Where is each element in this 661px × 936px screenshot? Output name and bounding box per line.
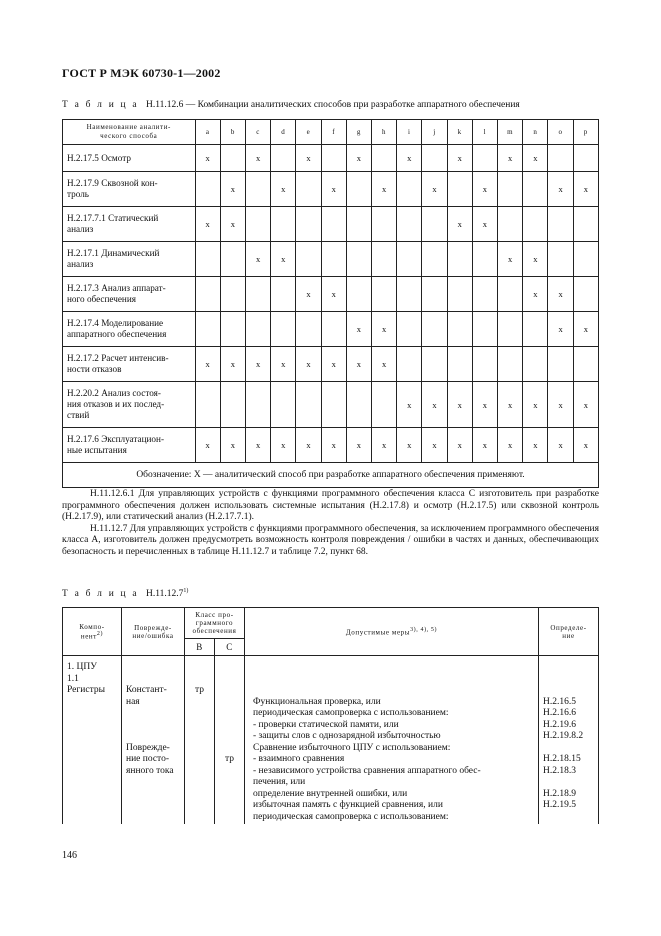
mark-cell <box>296 312 321 347</box>
mark-cell: x <box>372 428 397 463</box>
mark-cell <box>245 172 270 207</box>
method-name-cell: Н.2.17.5 Осмотр <box>63 145 196 172</box>
mark-cell: x <box>346 312 371 347</box>
mark-cell <box>195 382 220 428</box>
text-line <box>215 662 244 674</box>
mark-cell <box>498 312 523 347</box>
mark-cell: x <box>296 428 321 463</box>
mark-cell: x <box>321 172 346 207</box>
mark-cell <box>245 382 270 428</box>
mark-cell: x <box>548 428 573 463</box>
table2-caption-footnote: 1) <box>183 588 189 594</box>
mark-cell <box>548 145 573 172</box>
text-line: - взаимного сравнения <box>253 754 345 764</box>
mark-cell <box>321 207 346 242</box>
measures-footnote: 3), 4), 5) <box>410 626 438 633</box>
text-line <box>185 662 214 674</box>
mark-cell: x <box>296 347 321 382</box>
text-line <box>253 662 534 674</box>
mark-cell: x <box>195 428 220 463</box>
table2-row-cpu-registers <box>63 656 599 825</box>
mark-cell <box>472 242 497 277</box>
mark-cell <box>447 347 472 382</box>
mark-cell <box>573 242 598 277</box>
mark-cell: x <box>245 347 270 382</box>
mark-cell: x <box>271 242 296 277</box>
mark-cell: x <box>447 428 472 463</box>
mark-cell: x <box>523 277 548 312</box>
text-line: - независимого устройства сравнения аппаратного обес- <box>253 765 481 776</box>
table1-name-header <box>63 120 196 145</box>
mark-cell <box>422 347 447 382</box>
table-row <box>63 242 599 277</box>
mark-cell <box>346 242 371 277</box>
text-line: Констант- <box>126 685 167 695</box>
text-line: Н.2.18.15 <box>543 754 581 764</box>
mark-cell: x <box>372 312 397 347</box>
mark-cell: x <box>573 428 598 463</box>
column-header-m: m <box>498 120 523 145</box>
text-line: Н.2.19.6 <box>543 719 576 730</box>
text-line: Н.2.19.5 <box>543 800 576 810</box>
mark-cell: x <box>372 347 397 382</box>
mark-cell <box>422 145 447 172</box>
text-line: избыточная память с функцией сравнения, или <box>253 800 443 810</box>
text-line <box>253 685 534 697</box>
text-line: Н.2.18.9 <box>543 788 576 799</box>
mark-cell <box>447 242 472 277</box>
mark-cell <box>447 172 472 207</box>
component-footnote: 2) <box>96 630 104 637</box>
text-line: печения, или <box>253 777 306 787</box>
mark-cell: x <box>447 382 472 428</box>
mark-cell: x <box>271 347 296 382</box>
mark-cell <box>372 242 397 277</box>
measures-header <box>245 608 539 656</box>
mark-cell: x <box>346 145 371 172</box>
method-name-cell: Н.2.17.3 Анализ аппарат- ного обеспечения <box>63 277 196 312</box>
mark-cell <box>498 172 523 207</box>
mark-cell <box>523 312 548 347</box>
text-line: 1.1 <box>67 673 79 684</box>
mark-cell: x <box>422 428 447 463</box>
text-line <box>215 697 244 709</box>
table-row <box>63 347 599 382</box>
mark-cell <box>220 312 245 347</box>
mark-cell: x <box>220 207 245 242</box>
mark-cell <box>296 242 321 277</box>
mark-cell: x <box>548 312 573 347</box>
mark-cell: x <box>573 172 598 207</box>
mark-cell <box>245 312 270 347</box>
mark-cell: x <box>498 145 523 172</box>
text-line: Сравнение избыточного ЦПУ с использованием: <box>253 742 451 753</box>
text-line: янного тока <box>126 765 174 776</box>
body-text <box>62 489 599 558</box>
fault-control-table <box>62 607 599 824</box>
analysis-methods-table <box>62 119 599 488</box>
mark-cell <box>271 277 296 312</box>
column-header-e: e <box>296 120 321 145</box>
mark-cell: x <box>245 145 270 172</box>
text-line: - защиты слов с однозарядной избыточностью <box>253 731 441 741</box>
mark-cell: x <box>220 347 245 382</box>
paragraph-h-11-12-6-1: Н.11.12.6.1 Для управляющих устройств с функциями программного обеспечения класса С изготовитель при разработке программного обеспечения должен использовать системные испытания (Н.2.17.8) и осмотр (Н.2.17.5) или сквозной контроль (Н.2.17.9), или статический анализ (Н.2.17.7.1). <box>62 489 599 522</box>
mark-cell <box>397 347 422 382</box>
column-header-k: k <box>447 120 472 145</box>
text-line <box>215 743 244 755</box>
text-line <box>215 674 244 686</box>
column-header-b: b <box>220 120 245 145</box>
mark-cell: x <box>472 172 497 207</box>
mark-cell <box>523 347 548 382</box>
mark-cell: x <box>498 242 523 277</box>
column-header-p: p <box>573 120 598 145</box>
text-line <box>215 685 244 697</box>
table-row <box>63 145 599 172</box>
table2-caption-prefix: Т а б л и ц а <box>62 589 139 600</box>
class-c-cell <box>215 656 245 825</box>
text-line <box>215 708 244 720</box>
mark-cell: x <box>271 172 296 207</box>
column-header-o: o <box>548 120 573 145</box>
text-line: - проверки статической памяти, или <box>253 719 399 730</box>
text-line <box>253 674 534 686</box>
table1-legend: Обозначение: X — аналитический способ при разработке аппаратного обеспечения применяют. <box>63 463 599 488</box>
text-line: ная <box>126 696 140 707</box>
table-row <box>63 312 599 347</box>
definition-header: Определе- ние <box>539 608 599 656</box>
mark-cell <box>220 242 245 277</box>
method-name-cell: Н.2.17.4 Моделирование аппаратного обеспечения <box>63 312 196 347</box>
mark-cell: x <box>372 172 397 207</box>
mark-cell: x <box>548 382 573 428</box>
mark-cell <box>271 145 296 172</box>
method-name-cell: Н.2.17.6 Эксплуатацион- ные испытания <box>63 428 196 463</box>
column-header-l: l <box>472 120 497 145</box>
mark-cell <box>372 382 397 428</box>
text-line <box>215 720 244 732</box>
legend-row <box>63 463 599 488</box>
mark-cell <box>321 382 346 428</box>
text-line <box>126 720 184 732</box>
mark-cell <box>472 277 497 312</box>
table-row <box>63 382 599 428</box>
mark-cell <box>195 277 220 312</box>
table1-caption-prefix: Т а б л и ц а <box>62 100 139 110</box>
method-name-cell: Н.2.17.1 Динамический анализ <box>63 242 196 277</box>
mark-cell: x <box>523 242 548 277</box>
component-header: Компо- нент$^{2)}$ <box>63 608 122 656</box>
text-line: периодическая самопроверка с использованием: <box>253 708 449 718</box>
mark-cell: x <box>548 277 573 312</box>
mark-cell: x <box>346 347 371 382</box>
mark-cell: x <box>548 172 573 207</box>
text-line: тр <box>194 685 205 695</box>
table1-body <box>63 145 599 488</box>
mark-cell: x <box>472 207 497 242</box>
mark-cell: x <box>195 145 220 172</box>
text-line: 1. ЦПУ <box>67 662 97 672</box>
mark-cell: x <box>346 428 371 463</box>
method-name-cell: Н.2.17.2 Расчет интенсив- ности отказов <box>63 347 196 382</box>
table1-caption-text: Н.11.12.6 — Комбинации аналитических способов при разработке аппаратного обеспечения <box>145 100 520 110</box>
mark-cell <box>422 312 447 347</box>
text-line <box>185 674 214 686</box>
text-line: ние посто- <box>126 754 169 764</box>
text-line <box>543 743 598 755</box>
mark-cell <box>321 145 346 172</box>
text-line: Н.2.19.8.2 <box>543 731 584 741</box>
mark-cell <box>498 207 523 242</box>
mark-cell <box>220 145 245 172</box>
text-line <box>543 685 598 697</box>
mark-cell <box>346 277 371 312</box>
mark-cell: x <box>472 428 497 463</box>
text-line <box>126 662 184 674</box>
mark-cell: x <box>296 145 321 172</box>
mark-cell <box>573 347 598 382</box>
mark-cell: x <box>321 347 346 382</box>
mark-cell <box>271 382 296 428</box>
table1-header-row <box>63 120 599 145</box>
text-line: тр <box>224 754 235 764</box>
mark-cell: x <box>523 382 548 428</box>
table-row <box>63 428 599 463</box>
mark-cell <box>548 207 573 242</box>
mark-cell: x <box>397 428 422 463</box>
mark-cell <box>397 172 422 207</box>
mark-cell: x <box>220 172 245 207</box>
mark-cell: x <box>321 277 346 312</box>
mark-cell <box>220 277 245 312</box>
fault-cell <box>122 656 185 825</box>
text-line: определение внутренней ошибки, или <box>253 788 408 799</box>
method-name-cell: Н.2.17.9 Сквозной кон- троль <box>63 172 196 207</box>
text-line: Н.2.18.3 <box>543 765 576 776</box>
component-cell <box>63 656 122 825</box>
mark-cell <box>397 207 422 242</box>
mark-cell: x <box>220 428 245 463</box>
measures-cell <box>245 656 539 825</box>
text-line <box>126 674 184 686</box>
mark-cell <box>422 277 447 312</box>
mark-cell: x <box>422 172 447 207</box>
mark-cell <box>271 207 296 242</box>
measures-header-label: Допустимые меры <box>345 628 411 637</box>
mark-cell <box>296 172 321 207</box>
text-line <box>543 812 598 824</box>
text-line: Функциональная проверка, или <box>253 696 381 707</box>
column-header-c: c <box>245 120 270 145</box>
mark-cell: x <box>397 145 422 172</box>
mark-cell: x <box>245 428 270 463</box>
table-row <box>63 207 599 242</box>
mark-cell: x <box>195 207 220 242</box>
mark-cell <box>346 172 371 207</box>
mark-cell <box>523 207 548 242</box>
class-c-header: С <box>215 639 245 656</box>
column-header-d: d <box>271 120 296 145</box>
mark-cell <box>195 172 220 207</box>
column-header-i: i <box>397 120 422 145</box>
class-b-header: В <box>185 639 215 656</box>
mark-cell: x <box>195 347 220 382</box>
mark-cell <box>321 312 346 347</box>
mark-cell <box>346 207 371 242</box>
mark-cell <box>422 207 447 242</box>
document-header: ГОСТ Р МЭК 60730-1—2002 <box>62 66 221 80</box>
text-line: Регистры <box>67 685 105 695</box>
mark-cell: x <box>447 145 472 172</box>
method-name-cell: Н.2.17.7.1 Статический анализ <box>63 207 196 242</box>
mark-cell: x <box>397 382 422 428</box>
mark-cell: x <box>523 428 548 463</box>
mark-cell: x <box>498 428 523 463</box>
mark-cell <box>397 277 422 312</box>
column-header-h: h <box>372 120 397 145</box>
mark-cell <box>548 242 573 277</box>
mark-cell <box>573 145 598 172</box>
software-class-header: Класс про- граммного обеспечения <box>185 608 245 639</box>
mark-cell <box>195 242 220 277</box>
text-line <box>126 708 184 720</box>
paragraph-h-11-12-7: Н.11.12.7 Для управляющих устройств с функциями программного обеспечения, за исключением программного обеспечения класса А, изготовитель должен предусмотреть возможность контроля повреждения / ошибки в частях и данных, обеспечивающих безопасность и перечисленных в таблице Н.11.12.7 и таблице 7.2, пункт 68. <box>62 523 599 557</box>
mark-cell <box>245 277 270 312</box>
page-number: 146 <box>62 850 77 861</box>
mark-cell <box>220 382 245 428</box>
text-line <box>543 674 598 686</box>
mark-cell <box>447 312 472 347</box>
mark-cell <box>472 347 497 382</box>
mark-cell: x <box>422 382 447 428</box>
mark-cell: x <box>245 242 270 277</box>
mark-cell <box>296 207 321 242</box>
text-line <box>215 731 244 743</box>
table-row <box>63 277 599 312</box>
mark-cell: x <box>296 277 321 312</box>
column-header-a: a <box>195 120 220 145</box>
mark-cell <box>195 312 220 347</box>
text-line: Н.2.16.5 <box>543 696 576 707</box>
mark-cell: x <box>472 382 497 428</box>
mark-cell <box>447 277 472 312</box>
column-header-g: g <box>346 120 371 145</box>
mark-cell: x <box>321 428 346 463</box>
mark-cell <box>397 312 422 347</box>
mark-cell <box>271 312 296 347</box>
name-header-line: Наименование аналити- <box>86 123 171 131</box>
text-line: Поврежде- <box>126 742 170 753</box>
mark-cell <box>472 145 497 172</box>
mark-cell <box>573 277 598 312</box>
table1-caption <box>62 100 520 110</box>
method-name-cell: Н.2.20.2 Анализ состоя- ния отказов и их послед- ствий <box>63 382 196 428</box>
text-line <box>543 777 598 789</box>
mark-cell <box>498 277 523 312</box>
mark-cell <box>472 312 497 347</box>
mark-cell <box>346 382 371 428</box>
mark-cell: x <box>573 312 598 347</box>
table2-caption <box>62 588 188 599</box>
text-line: периодическая самопроверка с использованием: <box>253 811 449 822</box>
mark-cell <box>422 242 447 277</box>
mark-cell <box>321 242 346 277</box>
column-header-f: f <box>321 120 346 145</box>
mark-cell <box>548 347 573 382</box>
class-b-cell <box>185 656 215 825</box>
text-line: Н.2.16.6 <box>543 708 576 718</box>
text-line <box>543 662 598 674</box>
mark-cell: x <box>271 428 296 463</box>
mark-cell <box>245 207 270 242</box>
definition-cell <box>539 656 599 825</box>
mark-cell <box>498 347 523 382</box>
text-line <box>126 731 184 743</box>
column-header-j: j <box>422 120 447 145</box>
mark-cell <box>372 207 397 242</box>
mark-cell <box>397 242 422 277</box>
table-row <box>63 172 599 207</box>
mark-cell: x <box>447 207 472 242</box>
table2-caption-text: Н.11.12.7 <box>145 589 184 600</box>
mark-cell <box>573 207 598 242</box>
mark-cell <box>523 172 548 207</box>
column-header-n: n <box>523 120 548 145</box>
mark-cell <box>296 382 321 428</box>
name-header-line: ческого способа <box>100 132 158 140</box>
mark-cell: x <box>573 382 598 428</box>
fault-header: Поврежде- ние/ошибка <box>122 608 185 656</box>
mark-cell: x <box>498 382 523 428</box>
mark-cell <box>372 145 397 172</box>
mark-cell: x <box>523 145 548 172</box>
mark-cell <box>372 277 397 312</box>
